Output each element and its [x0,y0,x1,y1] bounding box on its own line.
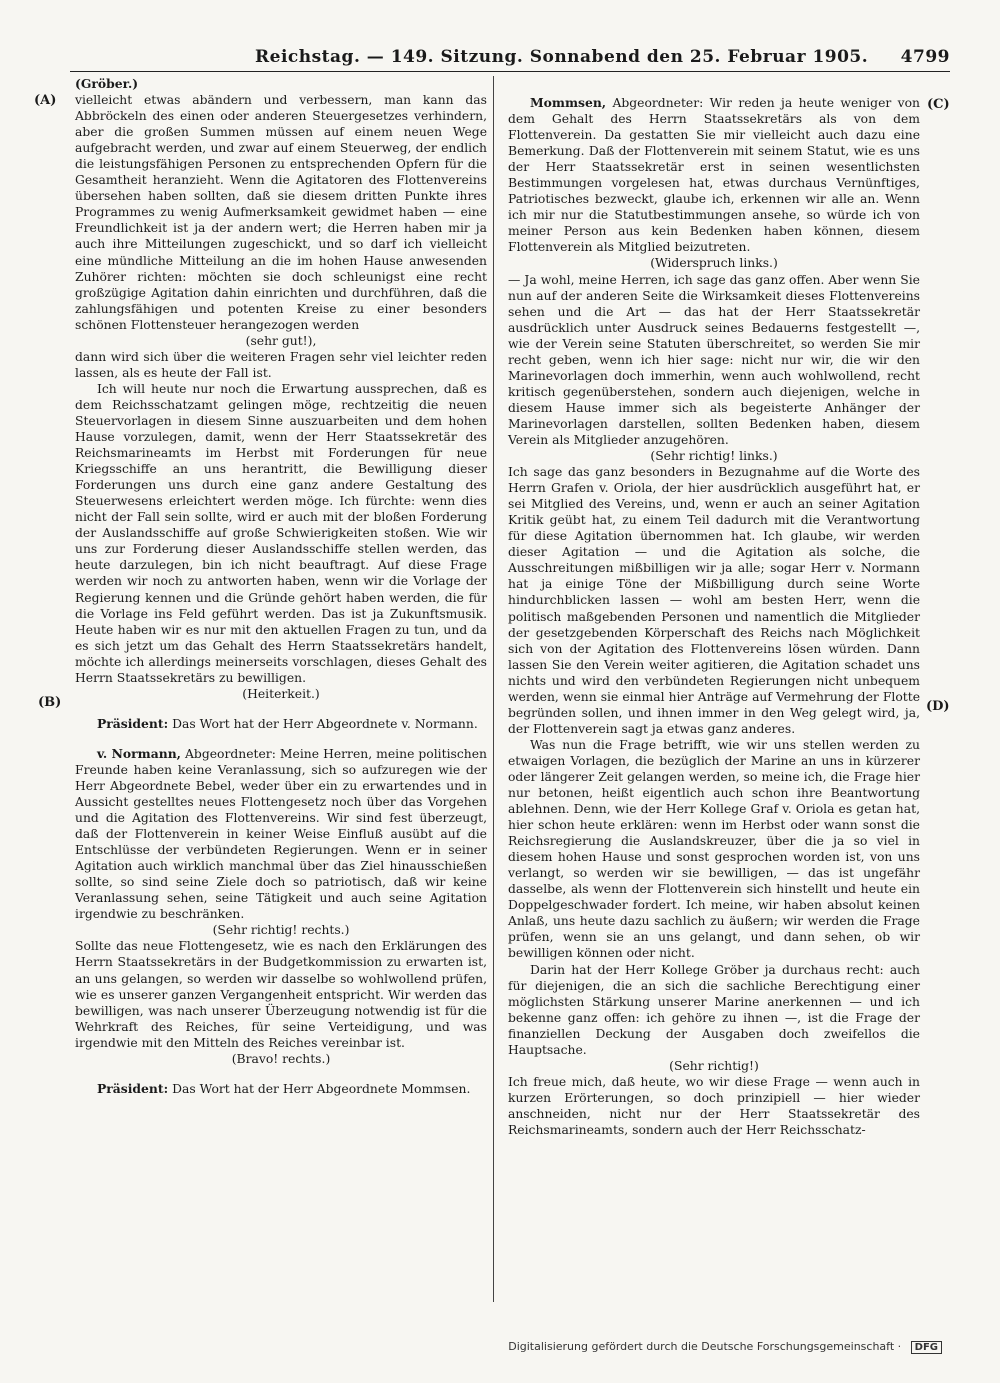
statement-text: Das Wort hat der Herr Abgeordnete v. Normann. [172,716,478,731]
speech-text: Abgeordneter: Meine Herren, meine politischen Freunde haben keine Veranlassung, sich so aufzuregen wie der Herr Abgeordnete Bebel, weder über ein zu erwartendes und in Aussicht gestelltes neues Flottengesetz noch über das Vorgehen und die Agitation des Flottenvereins. Wir sind fest überzeugt, daß der Flottenverein in keiner Weise Einfluß ausübt auf die Entschlüsse der verbündeten Regierungen. Wenn er in seiner Agitation auch wirklich manchmal über das Ziel hinausschießen sollte, so sind seine Ziele doch so patriotisch, daß wir keine Veranlassung sehen, seine Tätigkeit und auch seine Agitation irgendwie zu beschränken. [75,746,487,922]
president-statement [75,716,487,732]
speaker-name: v. Normann, [97,745,181,761]
running-title: Reichstag. — 149. Sitzung. Sonnabend den 25. Februar 1905. [255,47,869,67]
speaker-name: Präsident: [97,1080,169,1096]
credit-text: Digitalisierung gefördert durch die Deutsche Forschungsgemeinschaft · [508,1340,902,1353]
paragraph: Was nun die Frage betrifft, wie wir uns stellen werden zu etwaigen Vorlagen, die bezüglich der Marine an uns in kürzerer oder längerer Zeit gelangen werden, so meine ich, die Frage hier nur betonen, heißt eigentlich auch schon ihre Beantwortung ablehnen. Denn, wie der Herr Kollege Graf v. Oriola es getan hat, hier schon heute erklären: wenn im Herbst oder wann sonst die Reichsregierung die Auslandskreuzer, über die ja so viel in diesem hohen Hause und sonst gesprochen worden ist, von uns verlangt, so werden wir sie bewilligen, — das ist ungefähr dasselbe, als wenn der Flottenverein sich hinstellt und heute ein Doppelgeschwader fordert. Ich meine, wir haben absolut keinen Anlaß, uns heute dazu sachlich zu äußern; wir werden die Frage prüfen, wenn sie an uns gelangt, und dann sehen, ob wir bewilligen können oder nicht. [508,737,920,961]
margin-marker-d: (D) [926,699,950,714]
reaction: (Sehr richtig! links.) [650,449,778,464]
reaction: (Widerspruch links.) [650,256,778,271]
paragraph: Sollte das neue Flottengesetz, wie es nach den Erklärungen des Herrn Staatssekretärs in der Budgetkommission zu erwarten ist, an uns gelangen, so werden wir dasselbe so wohlwollend prüfen, wie es unserer ganzen Vergangenheit entspricht. Wir werden das bewilligen, was nach unserer Überzeugung notwendig ist für die Wehrkraft des Reiches, für seine Verteidigung, und was irgendwie mit den Mitteln des Reiches vereinbar ist. [75,939,487,1050]
speech-text: Abgeordneter: Wir reden ja heute weniger von dem Gehalt des Herrn Staatssekretärs als von dem Flottenverein. Da gestatten Sie mir vielleicht auch dazu eine Bemerkung. Daß der Flottenverein mit seinem Statut, wie es uns der Herr Staatssekretär erst in seinen wesentlichsten Bestimmungen vorgelesen hat, etwas durchaus Vernünftiges, Patriotisches bezweckt, glaube ich, erkennen wir alle an. Wenn ich mir nur die Statutbestimmungen ansehe, so würde ich von meiner Person aus kein Bedenken haben können, diesem Flottenverein als Mitglied beizutreten. [508,96,920,255]
reaction: (Heiterkeit.) [242,686,320,701]
statement-text: Das Wort hat der Herr Abgeordnete Mommsen. [172,1081,471,1096]
margin-marker-a: (A) [34,93,57,108]
right-column [508,95,920,1138]
reaction: (Sehr richtig! rechts.) [212,923,350,938]
president-statement [75,1081,487,1097]
dfg-logo: DFG [911,1341,942,1354]
paragraph: dann wird sich über die weiteren Fragen sehr viel leichter reden lassen, als es heute der Fall ist. [75,349,487,380]
reaction: (sehr gut!), [245,333,317,348]
paragraph: Ich freue mich, daß heute, wo wir diese Frage — wenn auch in kurzen Erörterungen, so doch prinzipiell — hier wieder anschneiden, nicht nur der Herr Staatssekretär des Reichsmarineamts, sondern auch der Herr Reichsschatz- [508,1074,920,1137]
margin-marker-b: (B) [38,695,62,710]
margin-marker-c: (C) [927,97,950,112]
left-column [75,76,487,1097]
reaction: (Sehr richtig!) [669,1058,759,1073]
reaction: (Bravo! rechts.) [231,1051,331,1066]
speaker-name: Präsident: [97,715,169,731]
paragraph: Ich sage das ganz besonders in Bezugnahme auf die Worte des Herrn Grafen v. Oriola, der hier ausdrücklich ausgeführt hat, er sei Mitglied des Vereins, und, wenn er auch an seiner Agitation Kritik geübt hat, zu einem Teil dadurch mit die Verantwortung für diese Agitation übernommen hat. Ich glaube, wir werden dieser Agitation — und die Agitation als solche, die Ausschreitungen mißbilligen wir ja alle; sogar Herr v. Normann hat ja einige Töne der Mißbilligung durch seine Worte hindurchblicken lassen — wohl am besten Herr, wenn die politisch maßgebenden Personen und namentlich die Mitglieder der gesetzgebenden Körperschaft des Reichs nach Möglichkeit sich von der Agitation des Flottenvereins lösen würden. Dann lassen Sie den Verein weiter agitieren, die Agitation schadet uns nichts und wird den verbündeten Regierungen nicht unbequem werden, wenn sie einmal hier Anträge auf Vermehrung der Flotte begründen sollen, und ihnen immer in den Weg gelegt wird, ja, der Flottenverein sagt ja etwas ganz anderes. [508,465,920,736]
page-number: 4799 [900,47,950,67]
paragraph: Ich will heute nur noch die Erwartung aussprechen, daß es dem Reichsschatzamt gelingen möge, rechtzeitig die neuen Steuervorlagen in diesem Sinne auszuarbeiten und dem hohen Hause vorzulegen, damit, wenn der Herr Staatssekretär des Reichsmarineamts im Herbst mit Forderungen für neue Kriegsschiffe an uns herantritt, die Bewilligung dieser Forderungen uns durch eine ganz andere Gestaltung des Steuerwesens erleichtert werden möge. Ich fürchte: wenn dies nicht der Fall sein sollte, wird er auch mit der bloßen Forderung der Auslandsschiffe auf große Schwierigkeiten stoßen. Wie wir uns zur Forderung dieser Auslandsschiffe stellen werden, das heute darzulegen, bin ich nicht beauftragt. Auf diese Frage werden wir noch zu antworten haben, wenn wir die Vorlage der Regierung kennen und die Gründe gehört haben werden, die für die Vorlage ins Feld geführt werden. Das ist ja Zukunftsmusik. Heute haben wir es nur mit den aktuellen Fragen zu tun, und da es sich jetzt um das Gehalt des Herrn Staatssekretärs handelt, möchte ich allerdings meinerseits vorschlagen, dieses Gehalt des Herrn Staatssekretärs zu bewilligen. [75,381,487,685]
speaker-continuation: (Gröber.) [75,76,139,91]
page-header [70,45,950,72]
paragraph: Darin hat der Herr Kollege Gröber ja durchaus recht: auch für diejenigen, die an sich die sachliche Berechtigung einer möglichsten Stärkung unserer Marine anerkennen — und ich bekenne ganz offen: ich gehöre zu ihnen —, ist die Frage der finanziellen Deckung der Ausgaben doch zweifellos die Hauptsache. [508,962,920,1057]
paragraph: — Ja wohl, meine Herren, ich sage das ganz offen. Aber wenn Sie nun auf der anderen Seite die Wirksamkeit dieses Flottenvereins sehen und die Art — das hat der Herr Staatssekretär ausdrücklich unter Ausdruck seines Bedauerns festgestellt —, wie der Verein seine Statuten überschreitet, so werden Sie mir recht geben, wenn ich hier sage: nicht nur wir, die wir den Marinevorlagen doch immerhin, wenn auch wohlwollend, recht kritisch gegenüberstehen, sondern auch diejenigen, welche in diesem Hause immer sich als begeisterte Anhänger der Marinevorlagen darstellen, sollten Bedenken haben, diesem Verein als Mitglieder anzugehören. [508,272,920,447]
speaker-name: Mommsen, [530,95,607,110]
speech-opening [75,746,487,923]
digitization-credit [508,1340,942,1354]
column-divider [493,76,494,1302]
speech-opening [508,95,920,255]
paragraph: vielleicht etwas abändern und verbessern, man kann das Abbröckeln des einen oder anderen Steuergesetzes verhindern, aber die großen Summen müssen auf einem neuen Wege aufgebracht werden, und zwar auf einem Steuerweg, der endlich die leistungsfähigen Personen zu entsprechenden Opfern für die Gesamtheit heranzieht. Wenn die Agitatoren des Flottenvereins übersehen haben sollten, daß sie diesem dritten Punkte ihres Programmes zu wenig Aufmerksamkeit gewidmet haben — eine Freundlichkeit ist ja der andern wert; die Herren haben mir ja auch ihre Mitteilungen zugeschickt, und so darf ich vielleicht eine mündliche Mitteilung an die im hohen Hause anwesenden Zuhörer richten: möchten sie doch schleunigst eine recht großzügige Agitation dahin einrichten und durchführen, daß die zahlungsfähigen und potenten Kreise zu einer besonders schönen Flottensteuer herangezogen werden [75,93,487,332]
